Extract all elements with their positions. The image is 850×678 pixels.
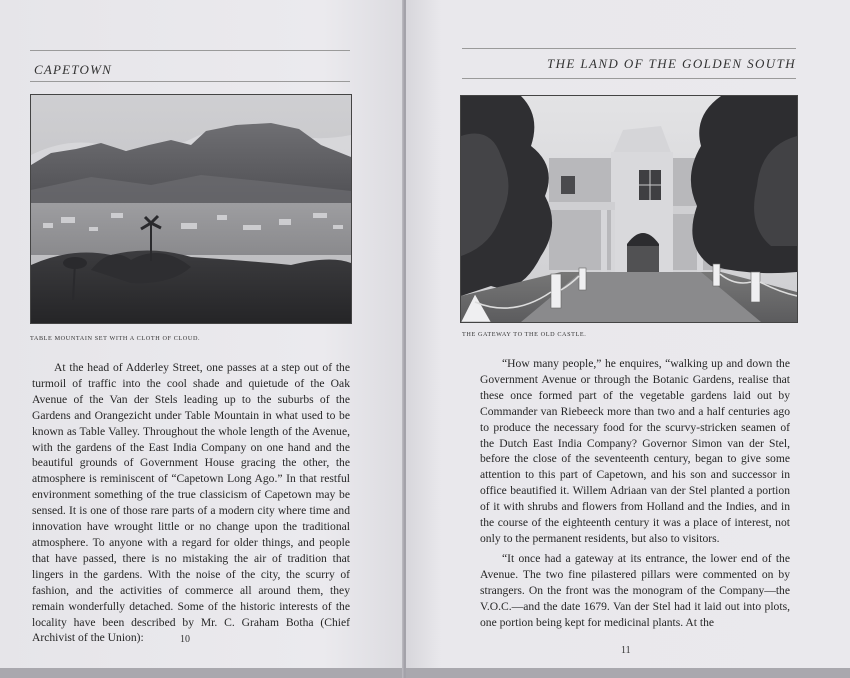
head-rule-top <box>462 48 796 49</box>
paragraph: “It once had a gateway at its entrance, the lower end of the Avenue. The two fine pilastered pillars were commented on by strangers. On the front was the monogram of the Company—the V.O.C.—and the date 1679. Van der Stel had it laid out into plots, one portion being kept for medicinal plants. At the <box>480 551 790 629</box>
head-rule-top <box>30 50 350 51</box>
paragraph: “How many people,” he enquires, “walking up and down the Government Avenue or through the Botanic Gardens, realise that these once formed part of the vegetable gardens laid out by Commander van Riebeeck more than two and a half centuries ago to produce the necessary food for the scurvy-stricken seamen of the Dutch East India Company? Governor Simon van der Stel, before the close of the seventeenth century, began to give some attention to this part of Capetown, and his son and successor in office beautified it. Willem Adriaan van der Stel planted a portion of it with shrubs and flowers from Holland and the Indies, and in the course of the eighteenth century it was a place of interest, not only to the permanent residents, but also to visitors. <box>480 357 790 545</box>
head-rule-bottom <box>30 81 350 82</box>
paragraph: At the head of Adderley Street, one passes at a step out of the turmoil of traffic into the cool shade and quietude of the Oak Avenue of the Van der Stels leading up to the suburbs of the Gardens and Orangezicht under Table Mountain in what used to be known as Table Valley. Throughout the whole length of the Avenue, with the gardens of the East India Company on one hand and the beautiful grounds of Government House gracing the other, the atmosphere is reminiscent of “Capetown Long Ago.” In that restful environment something of the true classicism of Capetown may be sensed. It is one of those rare parts of a modern city where time and innovation have wrought little or no change upon the traditional atmosphere. To anyone with a regard for older things, and people that have passed, there is no mistaking the air of tradition that lingers in the gardens. With the noise of the city, the scurry of fashion, and the activities of commerce all around them, they remain wonderfully detached. Some of the historic interests of the locality have been described by Mr. C. Graham Botha (Chief Archivist of the Union): <box>32 361 350 645</box>
table-mountain-photo <box>30 94 352 324</box>
figure-caption: TABLE MOUNTAIN SET WITH A CLOTH OF CLOUD. <box>30 335 201 342</box>
running-head: THE LAND OF THE GOLDEN SOUTH <box>546 56 796 71</box>
head-rule-bottom <box>462 78 796 79</box>
castle-gateway-photo <box>460 95 798 323</box>
right-page <box>406 0 850 678</box>
figure-caption: THE GATEWAY TO THE OLD CASTLE. <box>462 331 587 338</box>
page-number: 11 <box>621 645 631 656</box>
page-edge <box>406 668 850 678</box>
left-body-text <box>32 360 350 646</box>
running-head: CAPETOWN <box>34 62 112 77</box>
left-page <box>0 0 404 678</box>
page-number: 10 <box>180 634 190 645</box>
page-edge <box>0 668 404 678</box>
right-body-text <box>480 356 790 630</box>
